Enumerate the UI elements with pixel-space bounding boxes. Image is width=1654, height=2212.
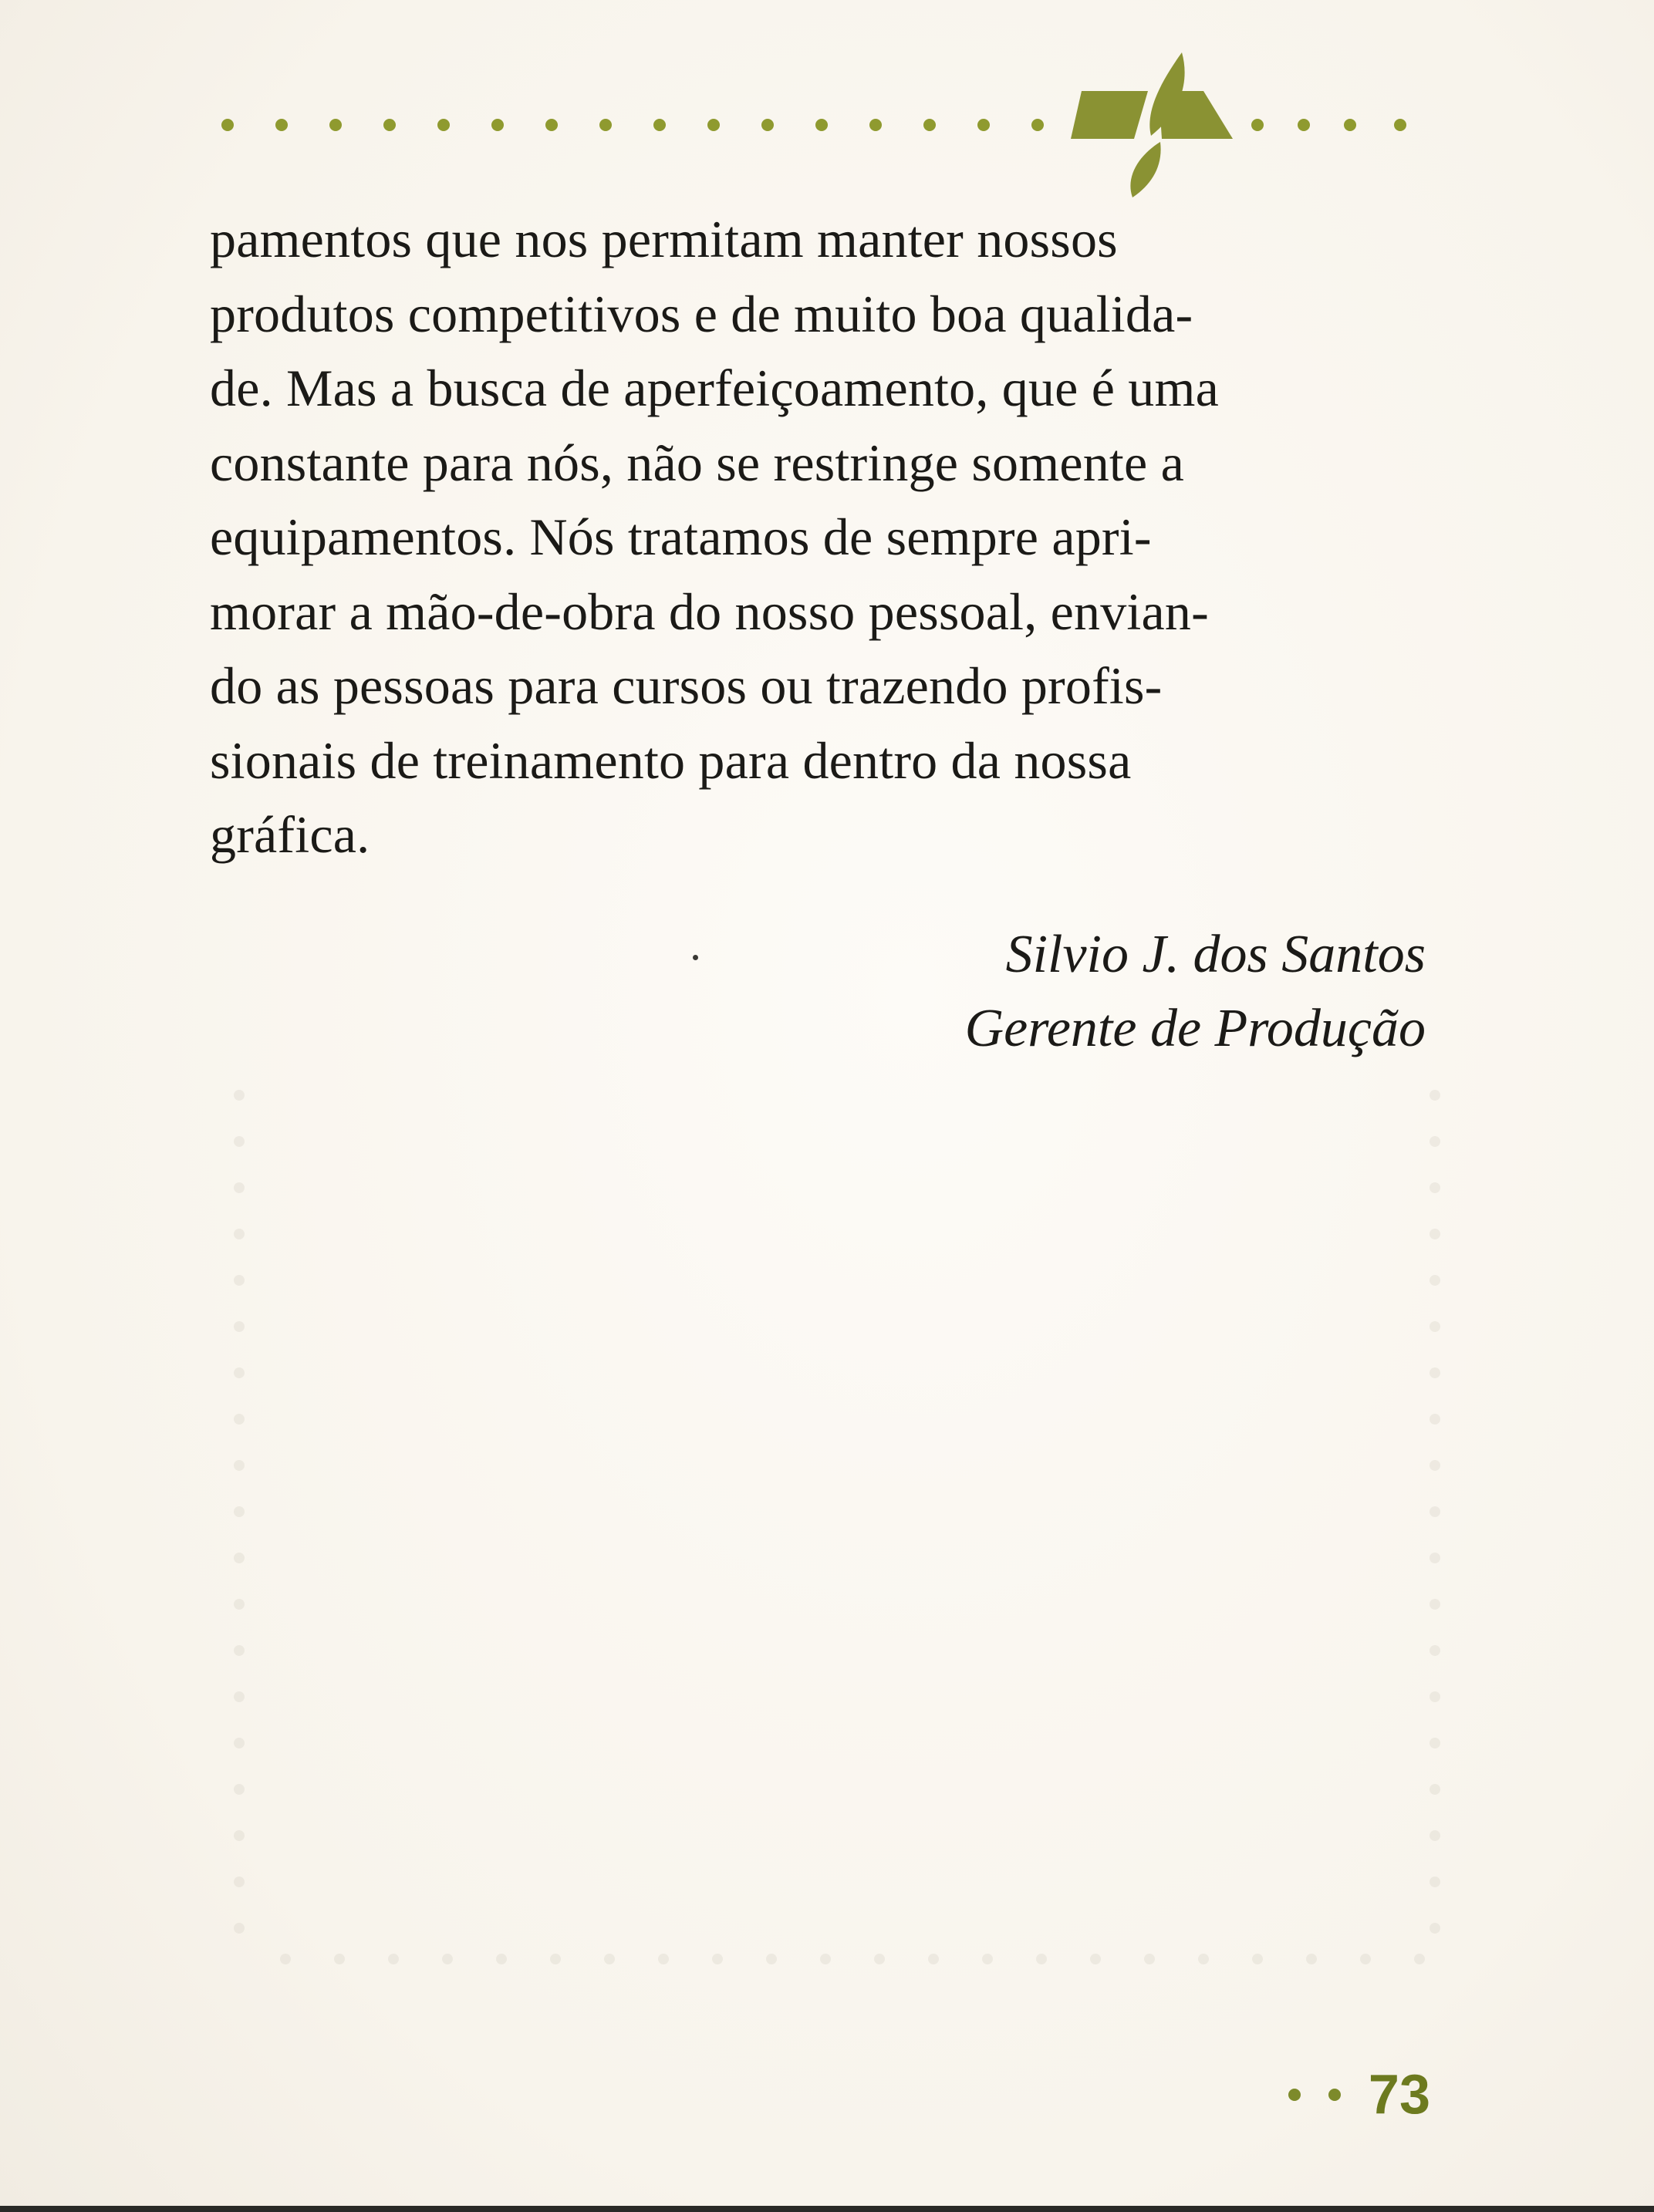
ghost-dot: [1430, 1876, 1440, 1887]
ghost-dot: [234, 1876, 245, 1887]
text-line: gráfica.: [210, 805, 370, 864]
ghost-dot: [1414, 1954, 1425, 1964]
signature-role: Gerente de Produção: [964, 999, 1426, 1058]
ghost-dot: [442, 1954, 453, 1964]
text-line: equipamentos. Nós tratamos de sempre apri-: [210, 507, 1152, 566]
stray-ink-dot: [693, 955, 698, 960]
folio: [1288, 2064, 1430, 2126]
ghost-dot: [388, 1954, 399, 1964]
ghost-dot: [234, 1784, 245, 1795]
ghost-dot: [1360, 1954, 1371, 1964]
ghost-dot: [874, 1954, 885, 1964]
page-number: 73: [1368, 2064, 1430, 2126]
leaf-cross-ornament-icon: [1071, 52, 1233, 197]
ghost-dot: [1430, 1923, 1440, 1934]
ghost-dot: [234, 1645, 245, 1656]
rule-dot: [977, 119, 990, 131]
text-line: morar a mão-de-obra do nosso pessoal, envian-: [210, 582, 1209, 641]
text-line: sionais de treinamento para dentro da nossa: [210, 730, 1132, 790]
ghost-dot: [1430, 1645, 1440, 1656]
ghost-dot: [1430, 1182, 1440, 1193]
rule-dot: [761, 119, 774, 131]
ghost-dot: [1430, 1506, 1440, 1517]
ghost-dot: [234, 1599, 245, 1610]
ghost-dot: [1430, 1321, 1440, 1332]
top-dotted-rule: [208, 31, 1443, 208]
ghost-dot: [1430, 1553, 1440, 1563]
show-through-dot-border: [224, 1064, 1458, 2005]
ghost-dot: [234, 1460, 245, 1471]
text-line: pamentos que nos permitam manter nossos: [210, 210, 1118, 268]
ghost-dot: [1430, 1229, 1440, 1239]
ghost-dot: [1430, 1136, 1440, 1147]
ghost-dot: [1090, 1954, 1101, 1964]
rule-dot: [275, 119, 288, 131]
ghost-dot: [1430, 1414, 1440, 1425]
rule-dot: [437, 119, 450, 131]
rule-dot: [1031, 119, 1044, 131]
ghost-dot: [234, 1182, 245, 1193]
ghost-dot: [1306, 1954, 1317, 1964]
rule-dot: [1251, 119, 1264, 131]
folio-dot: [1328, 2089, 1341, 2101]
ghost-dot: [928, 1954, 939, 1964]
folio-dot: [1288, 2089, 1301, 2101]
text-line: do as pessoas para cursos ou trazendo profis-: [210, 656, 1163, 715]
rule-dot: [869, 119, 882, 131]
page-bottom-edge: [0, 2206, 1654, 2212]
ghost-dot: [234, 1275, 245, 1286]
ghost-dot: [820, 1954, 831, 1964]
ghost-dot: [234, 1321, 245, 1332]
ghost-dot: [1430, 1367, 1440, 1378]
signature-name: Silvio J. dos Santos: [1005, 925, 1426, 984]
ghost-dot: [496, 1954, 507, 1964]
ghost-dot: [1430, 1275, 1440, 1286]
rule-dot: [599, 119, 612, 131]
rule-dot: [221, 119, 234, 131]
ghost-dot: [766, 1954, 777, 1964]
rule-dot: [1298, 119, 1310, 131]
ghost-dot: [1198, 1954, 1209, 1964]
ghost-dot: [1430, 1599, 1440, 1610]
ghost-dot: [234, 1414, 245, 1425]
ghost-dot: [712, 1954, 723, 1964]
ghost-dot: [234, 1090, 245, 1101]
rule-dots: [221, 119, 1406, 131]
ghost-dot: [334, 1954, 345, 1964]
ghost-dot: [1430, 1691, 1440, 1702]
ghost-dot: [234, 1738, 245, 1748]
text-line: de. Mas a busca de aperfeiçoamento, que é uma: [210, 359, 1219, 417]
ghost-dot: [1036, 1954, 1047, 1964]
rule-dot: [1394, 119, 1406, 131]
text-line: constante para nós, não se restringe somente a: [210, 433, 1184, 492]
text-line: produtos competitivos e de muito boa qualida-: [210, 284, 1193, 343]
rule-dot: [923, 119, 936, 131]
rule-dot: [653, 119, 666, 131]
rule-dot: [491, 119, 504, 131]
ghost-dot: [1430, 1460, 1440, 1471]
body-paragraph: [210, 202, 1426, 872]
rule-dot: [815, 119, 828, 131]
ghost-dot: [234, 1136, 245, 1147]
rule-dot: [707, 119, 720, 131]
ghost-dot: [234, 1553, 245, 1563]
ghost-dot: [1430, 1784, 1440, 1795]
ghost-dot: [1144, 1954, 1155, 1964]
ghost-dot: [280, 1954, 291, 1964]
rule-dot: [1344, 119, 1356, 131]
ghost-dot: [982, 1954, 993, 1964]
rule-dot: [545, 119, 558, 131]
ghost-dot: [604, 1954, 615, 1964]
ghost-dot: [234, 1691, 245, 1702]
ghost-dot: [234, 1923, 245, 1934]
ghost-dot: [1252, 1954, 1263, 1964]
ghost-dot: [234, 1367, 245, 1378]
ghost-dot: [234, 1830, 245, 1841]
ghost-dot: [1430, 1738, 1440, 1748]
rule-dot: [329, 119, 342, 131]
ghost-dot: [234, 1229, 245, 1239]
ghost-dot: [658, 1954, 669, 1964]
signature-block: [965, 918, 1426, 1066]
ghost-dot: [550, 1954, 561, 1964]
rule-dot: [383, 119, 396, 131]
ghost-dot: [1430, 1090, 1440, 1101]
ghost-dot: [234, 1506, 245, 1517]
ghost-dot: [1430, 1830, 1440, 1841]
